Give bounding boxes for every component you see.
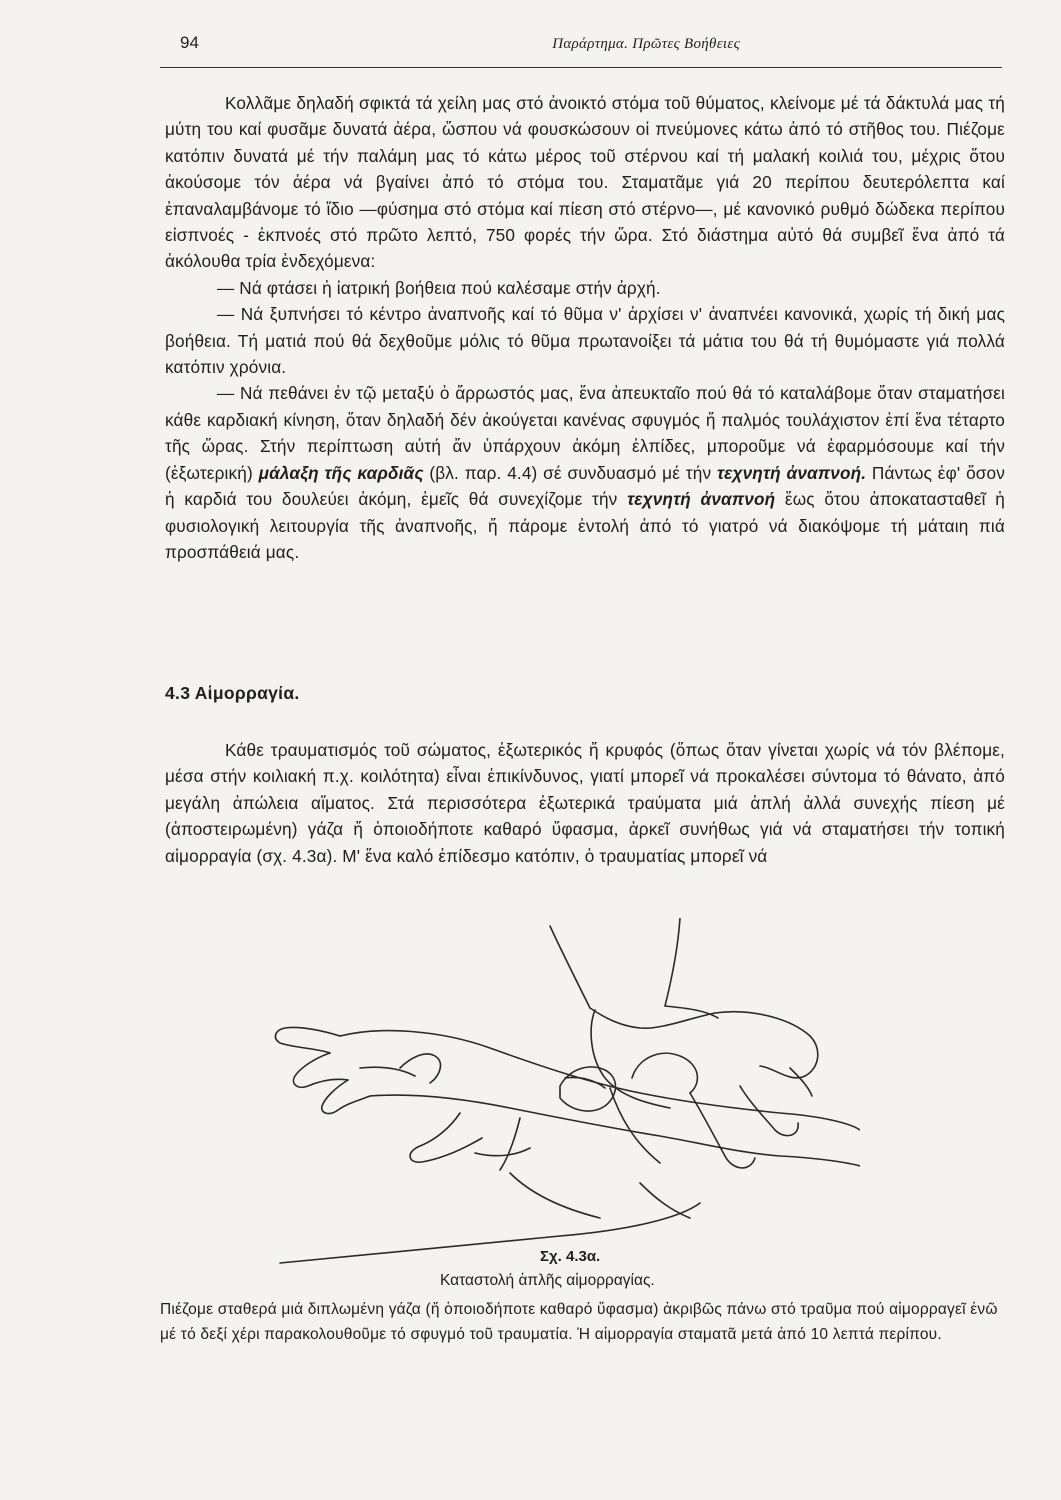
figure-label: Σχ. 4.3α.: [540, 1248, 601, 1265]
section-text: [165, 737, 1005, 869]
page-header: [160, 33, 1002, 68]
emphasis-heart-massage: μάλαξη τῆς καρδιᾶς: [258, 462, 424, 483]
paragraph-breathing: Κολλᾶμε δηλαδή σφικτά τά χείλη μας στό ἀνοικτό στόμα τοῦ θύματος, κλείνομε μέ τά δάκτυλά μας τή μύτη του καί φυσᾶμε δυνατά ἀέρα, ὥσπου νά φουσκώσουν οἱ πνεύμονες κάτω ἀπό τό στῆθος του. Πιέζομε κατόπιν δυνατά μέ τήν παλάμη μας τό κάτω μέρος τοῦ στέρνου καί τή μαλακή κοιλιά του, μέχρις ὅτου ἀκούσομε τόν ἀέρα νά βγαίνει ἀπό τό στόμα του. Σταματᾶμε γιά 20 περίπου δευτερόλεπτα καί ἐπαναλαμβάνομε τό ἴδιο —φύσημα στό στόμα καί πίεση στό στέρνο—, μέ κανονικό ρυθμό δώδεκα περίπου εἰσπνοές - ἐκπνοές στό πρῶτο λεπτό, 750 φορές τήν ὥρα. Στό διάστημα αὐτό θά συμβεῖ ἕνα ἀπό τά ἀκόλουθα τρία ἐνδεχόμενα:: [165, 93, 1005, 272]
figure-description: [160, 1298, 1008, 1347]
figure-hands-illustration: [260, 918, 860, 1270]
paragraph-hemorrhage: Κάθε τραυματισμός τοῦ σώματος, ἐξωτερικός ἤ κρυφός (ὅπως ὅταν γίνεται χωρίς νά τόν βλέπομε, μέσα στήν κοιλιακή π.χ. κοιλότητα) εἶναι ἐπικίνδυνος, γιατί μπορεῖ νά προκαλέσει σύντομα τό θάνατο, ἀπό μεγάλη ἀπώλεια αἵματος. Στά περισσότερα ἐξωτερικά τραύματα μιά ἁπλή ἀλλά συνεχής πίεση μέ (ἀποστειρωμένη) γάζα ἤ ὁποιοδήποτε καθαρό ὕφασμα, ἀρκεῖ συνήθως γιά νά σταματήσει τήν τοπική αἱμορραγία (σχ. 4.3α). Μ' ἕνα καλό ἐπίδεσμο κατόπιν, ὁ τραυματίας μπορεῖ νά: [165, 740, 1005, 866]
outcome-death: [165, 380, 1005, 565]
section-heading: 4.3 Αἱμορραγία.: [165, 683, 300, 703]
emphasis-artificial-respiration-2: τεχνητή ἀναπνοή: [627, 489, 776, 510]
outcome-death-text-d: ἕως ὅτου ἀποκατασταθεῖ ἡ φυσιολογική λειτουργία τῆς ἀναπνοῆς, ἤ πάρομε ἐντολή ἀπό τό γιατρό νά διακόψομε τή μάταιη πιά προσπάθειά μας.: [165, 489, 1006, 562]
page-number: 94: [180, 33, 199, 52]
outcome-medical-help: — Νά φτάσει ἡ ἰατρική βοήθεια πού καλέσαμε στήν ἀρχή.: [217, 277, 661, 298]
outcome-death-text-a: — Νά πεθάνει ἐν τῷ μεταξύ ὁ ἄρρωστός μας, ἕνα ἀπευκταῖο πού θά τό καταλάβομε ὅταν σταματήσει κάθε καρδιακή κίνηση, ὅταν δηλαδή δέν ἀκούγεται κανένας σφυγμός ἤ παλμός τουλάχιστον ἐπί ἕνα τέταρτο τῆς ὥρας. Στήν περίπτωση αὐτή ἄν ὑπάρχουν ἀκόμη ἐλπίδες, μποροῦμε νά ἐφαρμόσουμε καί τήν (ἐξωτερική): [165, 383, 1005, 483]
emphasis-artificial-respiration: τεχνητή ἀναπνοή.: [716, 462, 867, 483]
outcome-death-text-c: Πάντως ἐφ' ὅσον ἡ καρδιά του δουλεύει ἀκόμη, ἐμεῖς θά συνεχίζομε τήν: [165, 462, 1005, 510]
figure-description-text: Πιέζομε σταθερά μιά διπλωμένη γάζα (ἤ ὁποιοδήποτε καθαρό ὕφασμα) ἀκριβῶς πάνω στό τραῦμα πού αἱμορραγεῖ ἐνῶ μέ τό δεξί χέρι παρακολουθοῦμε τό σφυγμό τοῦ τραυματία. Ἡ αἱμορραγία σταματᾶ μετά ἀπό 10 λεπτά περίπου.: [160, 1301, 998, 1343]
running-head: Παράρτημα. Πρῶτες Βοήθειες: [552, 36, 740, 52]
outcome-death-text-b: (βλ. παρ. 4.4) σέ συνδυασμό μέ τήν: [423, 462, 717, 483]
intro-text: [165, 90, 1005, 565]
figure-title: Καταστολή ἁπλῆς αἱμορραγίας.: [440, 1272, 655, 1289]
outcome-recovery: — Νά ξυπνήσει τό κέντρο ἀναπνοῆς καί τό θῦμα ν' ἀρχίσει ν' ἀναπνέει κανονικά, χωρίς τή δική μας βοήθεια. Τή ματιά πού θά δεχθοῦμε μόλις τό θῦμα πρωτανοίξει τά μάτια του θά τή θυμόμαστε γιά πολλά κατόπιν χρόνια.: [165, 304, 1005, 378]
